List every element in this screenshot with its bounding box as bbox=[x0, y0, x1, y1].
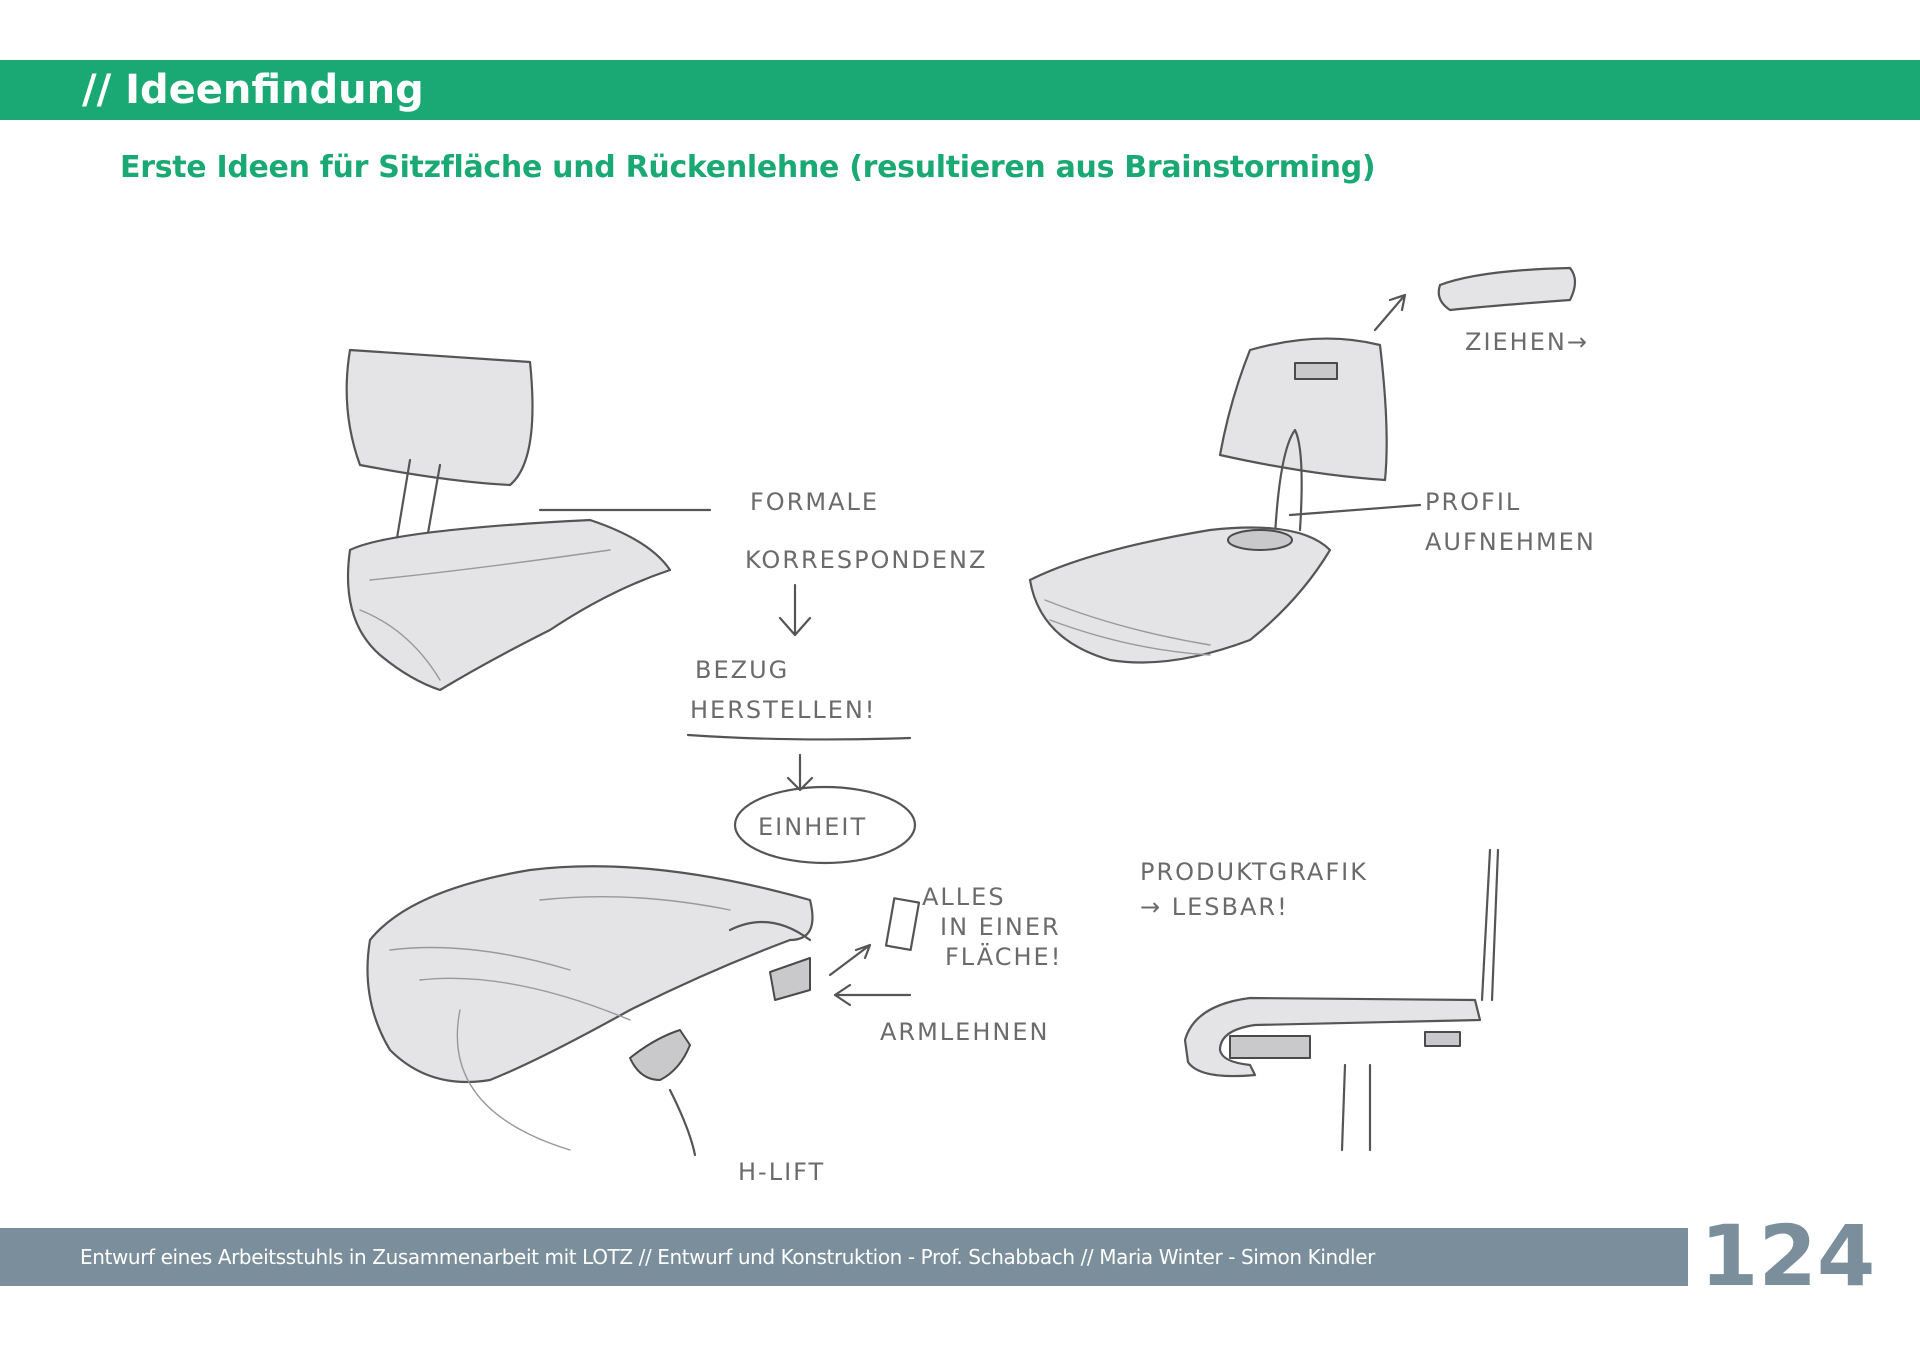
note-profil: PROFIL bbox=[1425, 488, 1522, 516]
page-title: // Ideenfindung bbox=[82, 67, 424, 113]
note-ziehen: ZIEHEN→ bbox=[1465, 328, 1589, 356]
page-subtitle: Erste Ideen für Sitzfläche und Rückenlehne (resultieren aus Brainstorming) bbox=[120, 150, 1376, 185]
note-aufnehmen: AUFNEHMEN bbox=[1425, 528, 1596, 556]
note-formale: FORMALE bbox=[750, 488, 880, 516]
note-herstellen: HERSTELLEN! bbox=[690, 696, 877, 724]
note-korrespondenz: KORRESPONDENZ bbox=[745, 546, 988, 574]
pencil-sketch bbox=[210, 250, 1710, 1190]
sketch-seat-armrest bbox=[368, 866, 919, 1155]
page-number: 124 bbox=[1700, 1207, 1876, 1305]
note-flaeche: FLÄCHE! bbox=[945, 943, 1063, 971]
note-armlehnen: ARMLEHNEN bbox=[880, 1018, 1050, 1046]
sketch-svg bbox=[210, 250, 1710, 1190]
sketch-flow-notes bbox=[688, 488, 987, 863]
note-h-lift: H-LIFT bbox=[738, 1158, 826, 1186]
sketch-right-notes bbox=[1425, 328, 1596, 556]
note-in-einer: IN EINER bbox=[940, 913, 1061, 941]
sketch-seat-backrest-1 bbox=[347, 350, 710, 690]
note-alles: ALLES bbox=[922, 883, 1006, 911]
footer-credits: Entwurf eines Arbeitsstuhls in Zusammenarbeit mit LOTZ // Entwurf und Konstruktion - Prof. Schabbach // Maria Winter - Simon Kindler bbox=[80, 1245, 1375, 1269]
note-bezug: BEZUG bbox=[695, 656, 790, 684]
note-produktgrafik: PRODUKTGRAFIK bbox=[1140, 858, 1368, 886]
note-einheit: EINHEIT bbox=[758, 813, 868, 841]
note-lesbar: → LESBAR! bbox=[1140, 893, 1289, 921]
